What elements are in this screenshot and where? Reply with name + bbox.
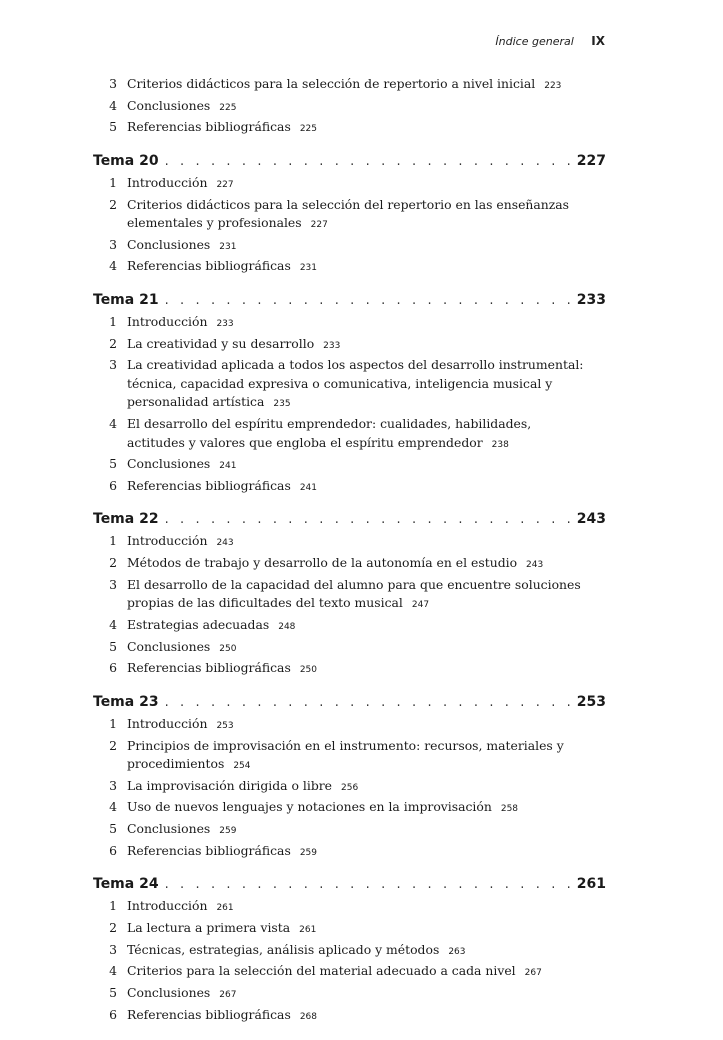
entry-text [127, 236, 606, 257]
entry-text [127, 554, 606, 575]
entry-page-number: 258 [500, 804, 519, 815]
entry-title: Conclusiones [127, 985, 211, 1000]
dot-leader [165, 293, 573, 308]
toc-entry[interactable] [93, 984, 606, 1005]
toc-entry[interactable] [93, 196, 606, 235]
entry-text [127, 257, 606, 278]
entry-title: La improvisación dirigida o libre [127, 777, 333, 793]
entry-page-number: 233 [323, 340, 341, 351]
entry-number: 2 [109, 335, 117, 351]
entry-title: Referencias bibliográficas [127, 660, 291, 676]
entry-number: 4 [109, 258, 117, 274]
entry-title: Criterios didácticos para la selección de repertorio a nivel inicial [127, 76, 536, 91]
entry-title: Uso de nuevos lenguajes y notaciones en la improvisación [127, 799, 492, 815]
toc-entry[interactable] [93, 118, 606, 139]
entry-number: 1 [109, 898, 117, 914]
toc-entry[interactable] [93, 532, 606, 553]
entry-title: Referencias bibliográficas [127, 477, 291, 493]
entry-page-number: 227 [310, 220, 328, 231]
entry-number: 6 [109, 660, 117, 676]
entry-text [127, 415, 606, 454]
entry-number: 4 [109, 616, 117, 632]
tema-label: Tema 24 [93, 876, 159, 893]
entry-number: 5 [109, 638, 117, 654]
entry-page-number: 248 [278, 621, 296, 632]
entry-text [127, 842, 606, 863]
entry-title: Introducción [127, 533, 208, 549]
toc-entry[interactable] [93, 842, 606, 863]
tema-heading[interactable] [93, 876, 606, 896]
entry-title: Criterios didácticos para la selección del repertorio en las enseñanzas elementales y profesionales [127, 196, 570, 231]
toc-entry[interactable] [93, 737, 606, 776]
dot-leader [165, 877, 573, 892]
entry-number: 4 [109, 799, 117, 815]
entry-page-number: 235 [273, 399, 291, 410]
toc-entry[interactable] [93, 820, 606, 841]
entry-page-number: 261 [299, 924, 317, 935]
entry-page-number: 267 [524, 968, 542, 979]
tema-section [93, 511, 606, 679]
toc-entry[interactable] [93, 638, 606, 659]
entry-text [127, 196, 606, 235]
continued-section [93, 75, 606, 139]
tema-label: Tema 21 [93, 291, 159, 308]
dot-leader [165, 154, 573, 169]
tema-page-number: 261 [576, 876, 606, 893]
entry-number: 3 [109, 941, 117, 957]
tema-page-number: 227 [576, 152, 606, 169]
entry-page-number: 243 [526, 560, 544, 571]
entry-text [127, 75, 606, 96]
entry-number: 1 [109, 174, 117, 190]
toc-entry[interactable] [93, 798, 606, 819]
entry-number: 3 [109, 236, 117, 252]
entry-page-number: 241 [219, 461, 237, 472]
entry-text [127, 962, 606, 983]
entry-title: La creatividad y su desarrollo [127, 335, 315, 351]
entry-number: 2 [109, 196, 117, 212]
entry-title: La creatividad aplicada a todos los aspectos del desarrollo instrumental: técnica, capacidad expresiva o comunicativa, inteligencia musical y personalidad artística [127, 357, 584, 410]
entry-page-number: 225 [219, 102, 237, 113]
entry-number: 3 [109, 777, 117, 793]
entry-text [127, 638, 606, 659]
toc-entry[interactable] [93, 97, 606, 118]
toc-entry[interactable] [93, 576, 606, 615]
entry-page-number: 233 [216, 318, 234, 329]
entry-number: 5 [109, 456, 117, 472]
toc-entry[interactable] [93, 174, 606, 195]
entry-number: 3 [109, 76, 117, 91]
entry-page-number: 263 [448, 946, 466, 957]
tema-section [93, 694, 606, 862]
entry-title: Introducción [127, 174, 208, 190]
tema-label: Tema 20 [93, 152, 159, 169]
entry-page-number: 259 [299, 847, 317, 858]
entry-text [127, 532, 606, 553]
entry-page-number: 225 [299, 124, 317, 135]
entry-title: Principios de improvisación en el instrumento: recursos, materiales y procedimientos [127, 737, 564, 771]
tema-page-number: 253 [576, 693, 606, 710]
entry-title: Referencias bibliográficas [127, 119, 291, 135]
entry-text [127, 715, 606, 736]
entry-number: 1 [109, 313, 117, 329]
toc-entry[interactable] [93, 962, 606, 983]
toc-entry[interactable] [93, 257, 606, 278]
entry-text [127, 616, 606, 637]
toc-entry[interactable] [93, 455, 606, 476]
tema-section [93, 876, 606, 1026]
toc-entry[interactable] [93, 236, 606, 257]
table-of-contents [93, 75, 606, 1040]
page-folio: IX [591, 34, 605, 48]
toc-entry[interactable] [93, 554, 606, 575]
entry-title: Conclusiones [127, 456, 211, 472]
entry-number: 1 [109, 715, 117, 731]
entry-title: El desarrollo del espíritu emprendedor: cualidades, habilidades, actitudes y valores que engloba el espíritu emprendedor [127, 416, 532, 450]
entry-text [127, 737, 606, 776]
entry-number: 6 [109, 1006, 117, 1022]
entry-number: 6 [109, 842, 117, 858]
entry-title: Introducción [127, 715, 208, 731]
entry-title: Referencias bibliográficas [127, 1006, 291, 1022]
entry-number: 3 [109, 357, 117, 373]
tema-heading[interactable] [93, 153, 606, 173]
entry-title: Técnicas, estrategias, análisis aplicado y métodos [127, 941, 440, 957]
entry-title: Referencias bibliográficas [127, 258, 291, 274]
entry-page-number: 259 [219, 826, 237, 837]
entry-text [127, 984, 606, 1005]
toc-entry[interactable] [93, 777, 606, 798]
entry-text [127, 97, 606, 118]
entry-text [127, 1006, 606, 1027]
entry-page-number: 231 [219, 241, 237, 252]
entry-text [127, 941, 606, 962]
toc-entry[interactable] [93, 616, 606, 637]
toc-entry[interactable] [93, 356, 606, 414]
entry-page-number: 254 [233, 761, 251, 771]
entry-title: Conclusiones [127, 638, 211, 654]
entry-page-number: 243 [216, 538, 234, 549]
dot-leader [165, 695, 573, 710]
entry-page-number: 250 [219, 643, 237, 654]
toc-entry[interactable] [93, 659, 606, 680]
entry-number: 4 [109, 416, 117, 431]
entry-number: 5 [109, 985, 117, 1000]
tema-label: Tema 23 [93, 693, 159, 710]
toc-entry[interactable] [93, 335, 606, 356]
entry-title: La lectura a primera vista [127, 919, 291, 935]
tema-heading[interactable] [93, 694, 606, 714]
entry-title: Criterios para la selección del material adecuado a cada nivel [127, 963, 516, 979]
tema-page-number: 233 [576, 291, 606, 308]
entry-number: 5 [109, 119, 117, 135]
tema-section [93, 292, 606, 497]
running-header [495, 34, 605, 48]
entry-title: Conclusiones [127, 97, 211, 113]
entry-number: 4 [109, 963, 117, 979]
entry-number: 2 [109, 737, 117, 753]
entry-number: 1 [109, 533, 117, 549]
entry-text [127, 455, 606, 476]
running-header-title: Índice general [495, 35, 574, 48]
entry-number: 6 [109, 477, 117, 493]
entry-text [127, 118, 606, 139]
entry-number: 5 [109, 821, 117, 837]
entry-page-number: 223 [544, 81, 562, 91]
toc-entry[interactable] [93, 715, 606, 736]
entry-text [127, 576, 606, 615]
toc-entry[interactable] [93, 313, 606, 334]
toc-entry[interactable] [93, 477, 606, 498]
entry-title: Métodos de trabajo y desarrollo de la autonomía en el estudio [127, 555, 518, 571]
tema-heading[interactable] [93, 511, 606, 531]
entry-page-number: 247 [411, 600, 430, 611]
entry-text [127, 313, 606, 334]
entry-text [127, 919, 606, 940]
entry-text [127, 477, 606, 498]
toc-entry[interactable] [93, 919, 606, 940]
entry-page-number: 261 [216, 903, 234, 914]
entry-title: Introducción [127, 898, 208, 914]
entry-page-number: 241 [299, 482, 317, 493]
entry-title: Conclusiones [127, 821, 211, 837]
entry-page-number: 227 [216, 179, 234, 190]
entry-text [127, 798, 606, 819]
toc-entry[interactable] [93, 1006, 606, 1027]
entry-number: 4 [109, 97, 117, 113]
entry-title: Referencias bibliográficas [127, 842, 291, 858]
toc-entry[interactable] [93, 75, 606, 96]
entry-page-number: 231 [299, 263, 317, 274]
dot-leader [165, 512, 573, 527]
toc-entry[interactable] [93, 941, 606, 962]
toc-entry[interactable] [93, 415, 606, 454]
entry-page-number: 256 [341, 782, 359, 793]
entry-page-number: 267 [219, 990, 237, 1000]
entry-text [127, 335, 606, 356]
entry-page-number: 250 [299, 665, 317, 676]
entry-page-number: 253 [216, 720, 234, 731]
entry-text [127, 897, 606, 918]
tema-page-number: 243 [576, 511, 606, 528]
entry-text [127, 174, 606, 195]
entry-text [127, 777, 606, 798]
tema-heading[interactable] [93, 292, 606, 312]
entry-number: 3 [109, 576, 117, 592]
tema-label: Tema 22 [93, 511, 159, 528]
entry-title: El desarrollo de la capacidad del alumno para que encuentre soluciones propias de las dificultades del texto musical [127, 576, 581, 611]
entry-title: Introducción [127, 313, 208, 329]
entry-page-number: 238 [491, 439, 509, 450]
entry-number: 2 [109, 919, 117, 935]
entry-number: 2 [109, 555, 117, 571]
entry-text [127, 820, 606, 841]
entry-text [127, 659, 606, 680]
toc-entry[interactable] [93, 897, 606, 918]
entry-text [127, 356, 606, 414]
tema-section [93, 153, 606, 278]
entry-title: Estrategias adecuadas [127, 616, 270, 632]
entry-title: Conclusiones [127, 236, 211, 252]
entry-page-number: 268 [299, 1011, 317, 1022]
